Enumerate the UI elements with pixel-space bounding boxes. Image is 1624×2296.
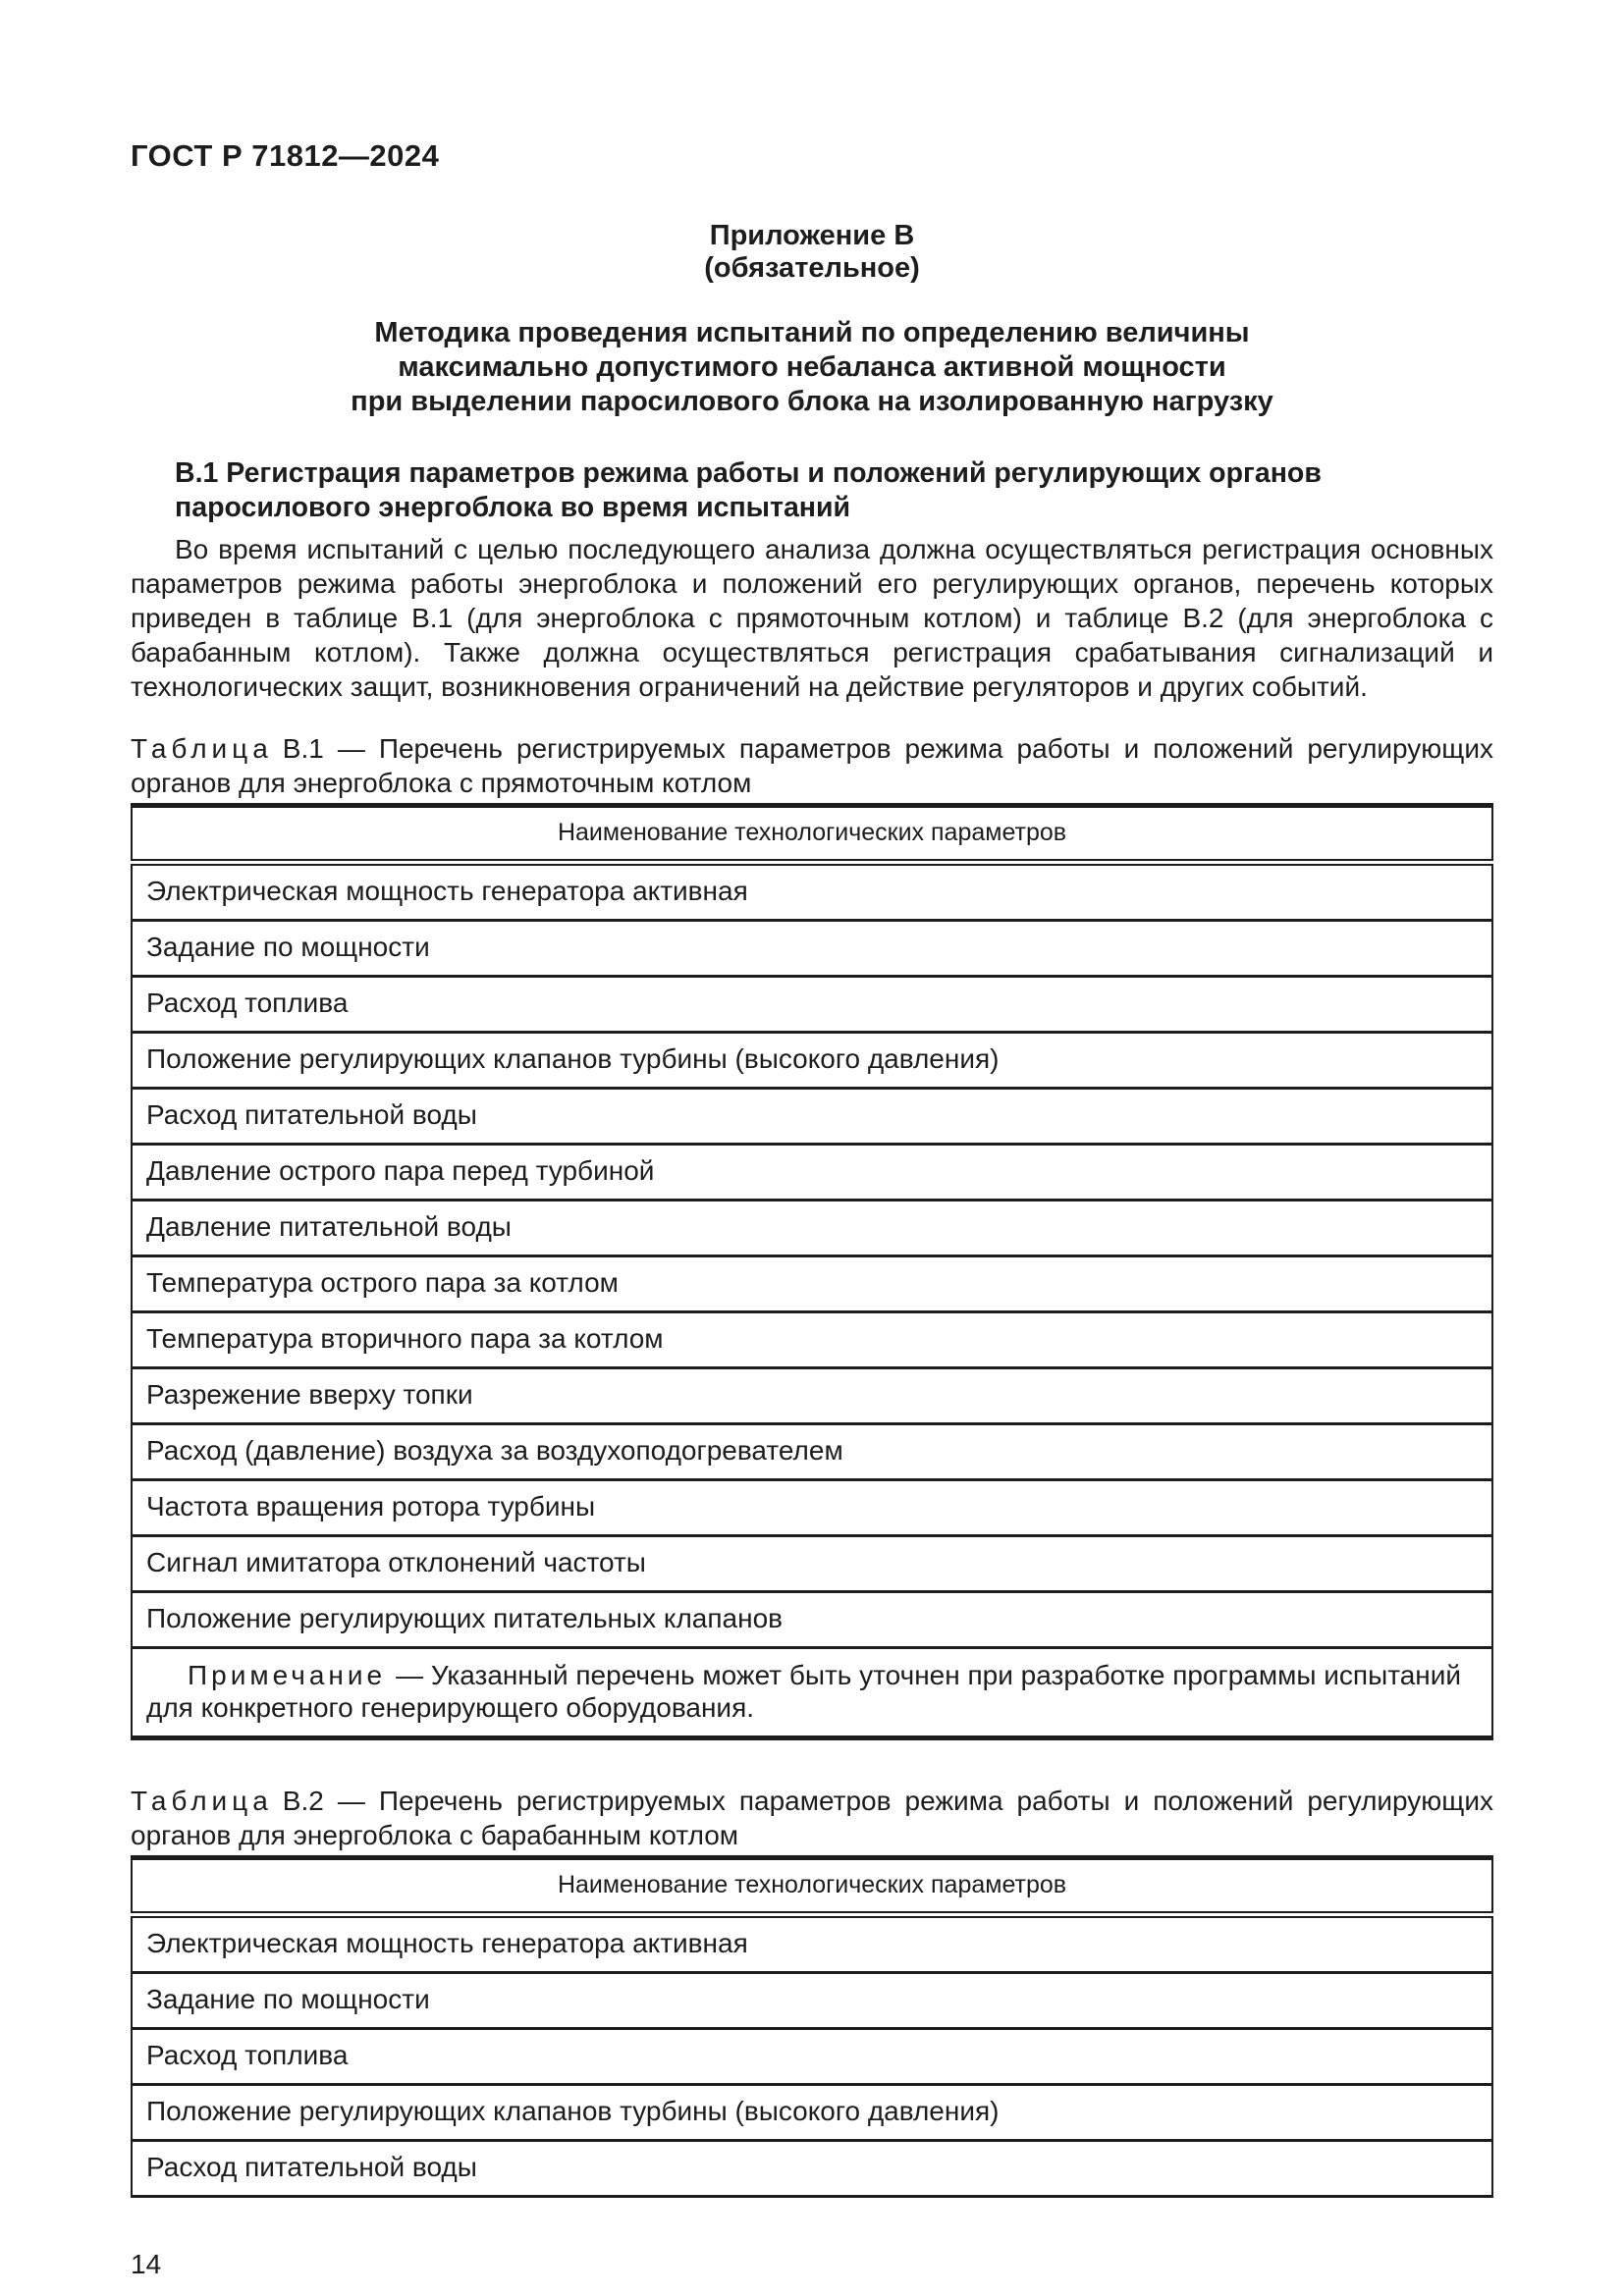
table-row [132, 1033, 1492, 1089]
table1-note [146, 1659, 1478, 1724]
table1-header-cell: Наименование технологических параметров [132, 806, 1492, 863]
table1-cell: Сигнал имитатора отклонений частоты [132, 1536, 1492, 1592]
table1-cell: Температура вторичного пара за котлом [132, 1312, 1492, 1368]
page-number: 14 [131, 2249, 162, 2279]
standard-designation: ГОСТ Р 71812—2024 [131, 138, 440, 173]
table2-cell: Задание по мощности [132, 1973, 1492, 2029]
table1-note-label: Примечание [188, 1660, 387, 1690]
table-row [132, 1368, 1492, 1424]
table-header-row [132, 1858, 1492, 1915]
table-row [132, 1256, 1492, 1312]
table1-cell: Давление острого пара перед турбиной [132, 1145, 1492, 1201]
table2-cell: Расход топлива [132, 2029, 1492, 2085]
table1-cell: Положение регулирующих питательных клапанов [132, 1592, 1492, 1648]
table1-caption [131, 731, 1493, 800]
table1-cell: Расход топлива [132, 977, 1492, 1033]
table2-caption-text: В.2 — Перечень регистрируемых параметров режима работы и положений регулирующих органов для энергоблока с барабанным котлом [131, 1786, 1493, 1850]
table-row [132, 2029, 1492, 2085]
table-row [132, 2085, 1492, 2141]
table1-caption-label: Таблица [131, 733, 273, 764]
table-row [132, 1592, 1492, 1648]
table-row [132, 1201, 1492, 1256]
table2-cell: Положение регулирующих клапанов турбины (высокого давления) [132, 2085, 1492, 2141]
table1-cell: Частота вращения ротора турбины [132, 1480, 1492, 1536]
table1-note-cell [132, 1648, 1492, 1738]
section-heading: В.1 Регистрация параметров режима работы и положений регулирующих органов паросилового энергоблока во время испытаний [175, 457, 1322, 523]
table1-cell: Электрическая мощность генератора активная [146, 876, 748, 906]
table-row [132, 1145, 1492, 1201]
table1-cell: Разрежение вверху топки [132, 1368, 1492, 1424]
table1-note-text: — Указанный перечень может быть уточнен при разработке программы испытаний для конкретного генерирующего оборудования. [146, 1660, 1462, 1723]
section-paragraph: Во время испытаний с целью последующего анализа должна осуществляться регистрация основных параметров режима работы энергоблока и положений его регулирующих органов, перечень которых приведен в таблице В.1 (для энергоблока с прямоточным котлом) и таблице В.2 (для энергоблока с барабанным котлом). Также должна осуществляться регистрация срабатывания сигнализаций и технологических защит, возникновения ограничений на действие регуляторов и других событий. [131, 534, 1493, 702]
title-line-2: максимально допустимого небаланса активной мощности [398, 351, 1226, 383]
appendix-heading [131, 220, 1493, 285]
appendix-title [131, 316, 1493, 419]
table-b1 [131, 803, 1493, 1740]
table2-cell: Расход питательной воды [132, 2141, 1492, 2197]
table-row [132, 1536, 1492, 1592]
table1-cell: Расход питательной воды [132, 1089, 1492, 1145]
table-row [132, 1480, 1492, 1536]
table1-cell: Положение регулирующих клапанов турбины (высокого давления) [132, 1033, 1492, 1089]
table2-header-cell: Наименование технологических параметров [132, 1858, 1492, 1915]
title-line-3: при выделении паросилового блока на изолированную нагрузку [351, 386, 1273, 417]
table-header-row [132, 806, 1492, 863]
table1-cell: Давление питательной воды [132, 1201, 1492, 1256]
table2-caption [131, 1784, 1493, 1852]
table-row [132, 1089, 1492, 1145]
table-row [132, 2141, 1492, 2197]
table1-cell: Задание по мощности [132, 921, 1492, 977]
table2-cell: Электрическая мощность генератора активная [146, 1928, 748, 1958]
table-note-row [132, 1648, 1492, 1738]
appendix-label: Приложение В [709, 220, 915, 251]
table1-cell: Расход (давление) воздуха за воздухоподогревателем [132, 1424, 1492, 1480]
table-row [132, 1424, 1492, 1480]
table-row [132, 1312, 1492, 1368]
table-row [132, 1973, 1492, 2029]
table-row [132, 977, 1492, 1033]
table1-caption-text: В.1 — Перечень регистрируемых параметров режима работы и положений регулирующих органов для энергоблока с прямоточным котлом [131, 733, 1493, 798]
title-line-1: Методика проведения испытаний по определению величины [374, 317, 1250, 348]
table-row [132, 863, 1492, 921]
table2-caption-label: Таблица [131, 1786, 273, 1816]
appendix-kind: (обязательное) [704, 252, 920, 284]
table-row [132, 921, 1492, 977]
table-b2 [131, 1855, 1493, 2198]
table-row [132, 1915, 1492, 1973]
table1-cell: Температура острого пара за котлом [132, 1256, 1492, 1312]
